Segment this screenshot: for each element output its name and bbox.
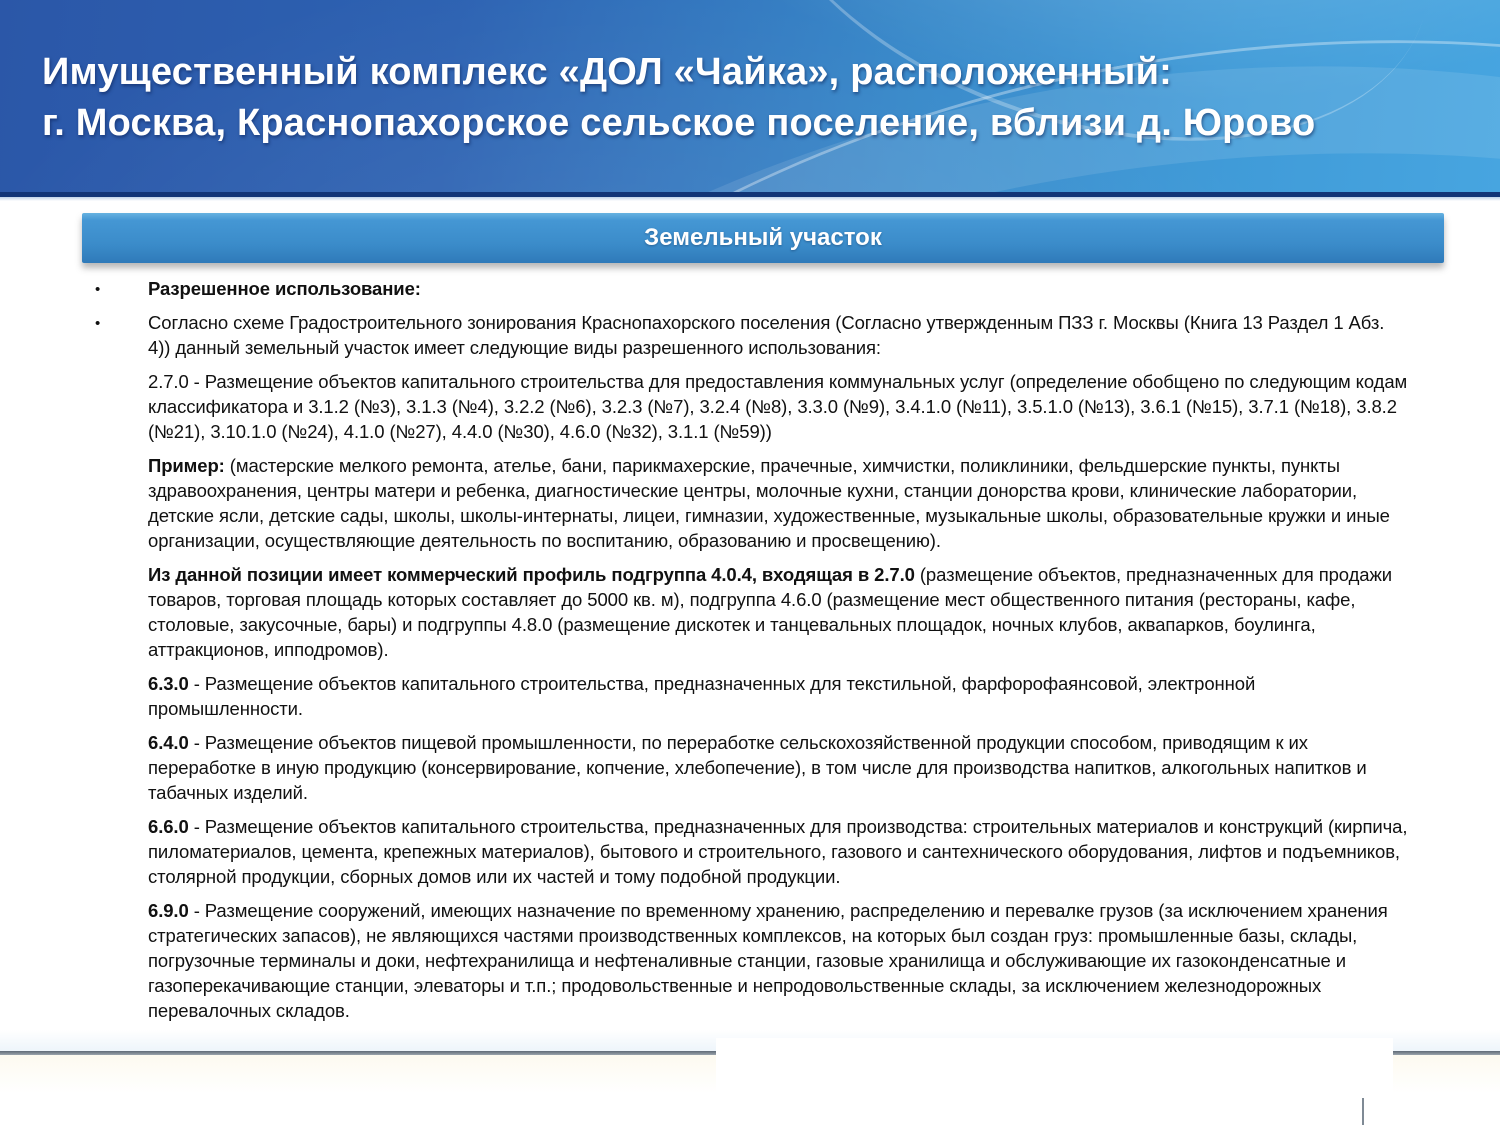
bullet-icon: • — [95, 315, 101, 332]
paragraph-text: (размещение объектов, предназначенных для продажи товаров, торговая площадь которых составляет до 5000 кв. м), подгруппа 4.6.0 (размещение мест общественного питания (рестораны, кафе, столовые, закусочные, бары) и подгруппы 4.8.0 (размещение дискотек и танцевальных площадок, ночных клубов, аквапарков, боулинга, аттракционов, ипподромов). — [148, 564, 1392, 660]
paragraph-bold-text: 6.6.0 — [148, 816, 189, 837]
slide-title — [42, 47, 1462, 149]
paragraph-text: Согласно схеме Градостроительного зонирования Краснопахорского поселения (Согласно утвержденным ПЗЗ г. Москвы (Книга 13 Раздел 1 Абз. 4)) данный земельный участок имеет следующие виды разрешенного использования: — [148, 312, 1385, 358]
paragraph-code-6-3-0 — [148, 671, 1410, 721]
slide-header — [0, 0, 1500, 197]
paragraph-code-6-6-0 — [148, 814, 1410, 889]
paragraph-text: 2.7.0 - Размещение объектов капитального строительства для предоставления коммунальных услуг (определение обобщено по следующим кодам классификатора и 3.1.2 (№3), 3.1.3 (№4), 3.2.2 (№6), 3.2.3 (№7), 3.2.4 (№8), 3.3.0 (№9), 3.4.1.0 (№11), 3.5.1.0 (№13), 3.6.1 (№15), 3.7.1 (№18), 3.8.2 (№21), 3.10.1.0 (№24), 4.1.0 (№27), 4.4.0 (№30), 4.6.0 (№32), 3.1.1 (№59)) — [148, 371, 1408, 442]
paragraph-zoning-scheme — [95, 310, 1410, 360]
section-banner — [82, 213, 1444, 263]
paragraph-bold-text: Разрешенное использование: — [148, 278, 421, 299]
content-area — [95, 276, 1410, 1032]
header-underline — [0, 197, 1500, 201]
paragraph-bold-text: 6.3.0 — [148, 673, 189, 694]
paragraph-permitted-use — [95, 276, 1410, 301]
paragraph-text: - Размещение объектов капитального строительства, предназначенных для производства: строительных материалов и конструкций (кирпича, пиломатериалов, цемента, крепежных материалов), бытового и строительного, газового и сантехнического оборудования, лифтов и подъемников, столярной продукции, сборных домов или их частей и тому подобной продукции. — [148, 816, 1408, 887]
paragraph-example — [148, 453, 1410, 553]
footer-white-patch — [716, 1038, 1393, 1125]
paragraph-text: - Размещение сооружений, имеющих назначение по временному хранению, распределению и перевалке грузов (за исключением хранения стратегических запасов), не являющихся частями производственных комплексов, на которых был создан груз: промышленные базы, склады, погрузочные терминалы и доки, нефтехранилища и нефтеналивные станции, газовые хранилища и обслуживающие их газоконденсатные и газоперекачивающие станции, элеваторы и т.п.; продовольственные и непродовольственные склады, за исключением железнодорожных перевалочных складов. — [148, 900, 1388, 1021]
paragraph-bold-text: Пример: — [148, 455, 225, 476]
paragraph-bold-text: Из данной позиции имеет коммерческий профиль подгруппа 4.0.4, входящая в 2.7.0 — [148, 564, 915, 585]
paragraph-text: - Размещение объектов пищевой промышленности, по переработке сельскохозяйственной продукции способом, приводящим к их переработке в иную продукцию (консервирование, копчение, хлебопечение), в том числе для производства напитков, алкогольных напитков и табачных изделий. — [148, 732, 1367, 803]
paragraph-text: (мастерские мелкого ремонта, ателье, бани, парикмахерские, прачечные, химчистки, поликлиники, фельдшерские пункты, пункты здравоохранения, центры матери и ребенка, диагностические центры, молочные кухни, станции донорства крови, клинические лаборатории, детские ясли, детские сады, школы, школы-интернаты, лицеи, гимназии, художественные, музыкальные школы, образовательные кружки и иные организации, осуществляющие деятельность по воспитанию, образованию и просвещению). — [148, 455, 1390, 551]
slide-title-line-1: Имущественный комплекс «ДОЛ «Чайка», расположенный: — [42, 51, 1172, 93]
paragraph-bold-text: 6.4.0 — [148, 732, 189, 753]
slide-title-line-2: г. Москва, Краснопахорское сельское поселение, вблизи д. Юрово — [42, 102, 1316, 144]
paragraph-text: - Размещение объектов капитального строительства, предназначенных для текстильной, фарфорофаянсовой, электронной промышленности. — [148, 673, 1256, 719]
paragraph-code-6-9-0 — [148, 898, 1410, 1023]
section-banner-title: Земельный участок — [644, 224, 882, 251]
footer-tick-mark — [1362, 1098, 1364, 1125]
paragraph-commercial-profile — [148, 562, 1410, 662]
paragraph-code-2-7-0 — [148, 369, 1410, 444]
paragraph-bold-text: 6.9.0 — [148, 900, 189, 921]
bullet-icon: • — [95, 281, 101, 298]
paragraph-code-6-4-0 — [148, 730, 1410, 805]
